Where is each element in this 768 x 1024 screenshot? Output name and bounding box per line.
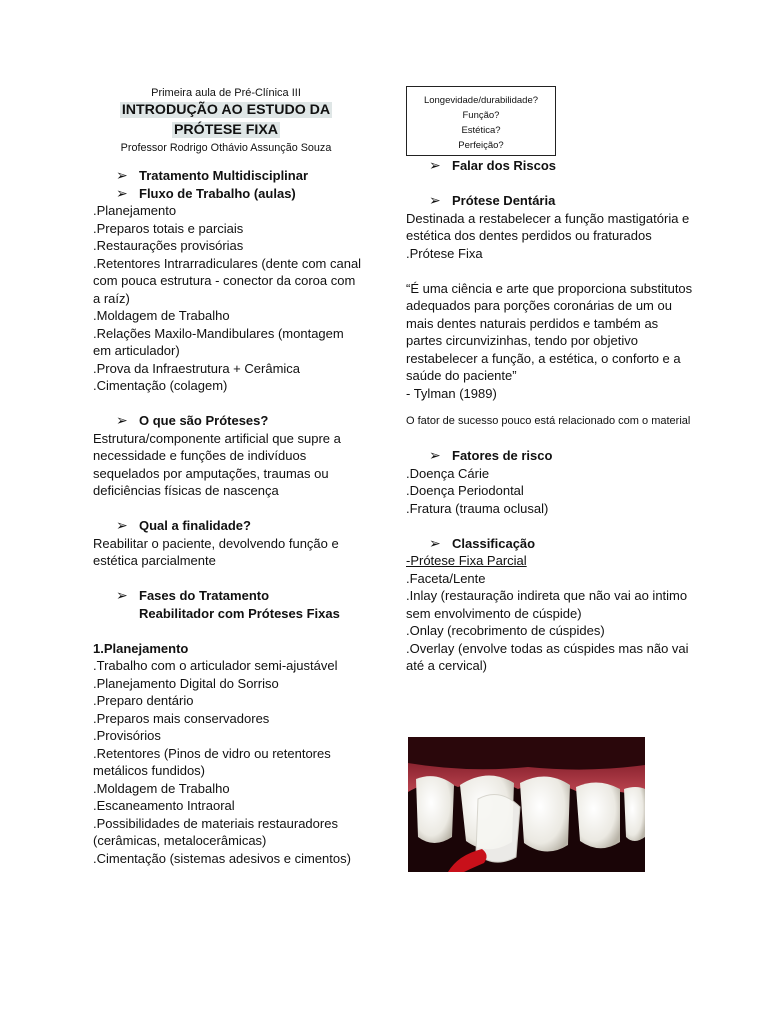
- fluxo-item: .Preparos totais e parciais: [93, 220, 244, 236]
- heading-multidisciplinar: ➢ Tratamento Multidisciplinar: [116, 167, 309, 183]
- fluxo-item: .Cimentação (colagem): [93, 378, 228, 393]
- box-line: Longevidade/durabilidade?: [423, 95, 539, 106]
- fluxo-item: .Restaurações provisórias: [93, 238, 244, 253]
- planejamento-item: .Retentores (Pinos de vidro ou retentores metálicos fundidos): [93, 745, 331, 778]
- class-item: .Inlay (restauração indireta que não vai ao intimo sem envolvimento de cúspide): [406, 588, 688, 621]
- veneer-illustration: [408, 737, 645, 872]
- box-line: Estética?: [461, 125, 501, 136]
- class-item: .Overlay (envolve todas as cúspides mas não vai até a cervical): [406, 640, 689, 673]
- planejamento-item: .Cimentação (sistemas adesivos e cimentos): [93, 850, 351, 866]
- planejamento-item: .Escaneamento Intraoral: [93, 798, 235, 813]
- heading-finalidade: ➢ Qual a finalidade?: [116, 517, 251, 533]
- arrow-bullet-icon: ➢: [116, 517, 128, 533]
- planejamento-item: .Trabalho com o articulador semi-ajustável: [93, 658, 338, 673]
- arrow-bullet-icon: ➢: [429, 192, 441, 208]
- planejamento-item: .Planejamento Digital do Sorriso: [93, 675, 279, 691]
- class-subtitle: -Prótese Fixa Parcial: [406, 553, 527, 568]
- fluxo-item: .Moldagem de Trabalho: [93, 308, 230, 323]
- planejamento-title: 1.Planejamento: [93, 640, 189, 656]
- course-subtitle: Primeira aula de Pré-Clínica III: [151, 87, 301, 99]
- planejamento-item: .Provisórios: [93, 728, 161, 743]
- class-item: .Faceta/Lente: [406, 570, 486, 586]
- success-note: O fator de sucesso pouco está relacionado com o material: [406, 415, 691, 427]
- page-title: [93, 100, 359, 140]
- protese-text: Destinada a restabelecer a função mastigatória e estética dos dentes perdidos ou fraturados: [406, 210, 690, 243]
- left-column: [93, 86, 365, 867]
- fator-item: .Doença Cárie: [406, 465, 490, 481]
- heading-fases: ➢ Fases do Tratamento Reabilitador com Próteses Fixas: [116, 587, 340, 621]
- planejamento-item: .Possibilidades de materiais restauradores (cerâmicas, metalocerâmicas): [93, 815, 338, 848]
- arrow-bullet-icon: ➢: [116, 412, 128, 428]
- protese-fixa: .Prótese Fixa: [406, 245, 483, 261]
- dental-veneer-photo: [408, 737, 645, 872]
- heading-fluxo: ➢ Fluxo de Trabalho (aulas): [116, 184, 296, 201]
- planejamento-item: .Preparo dentário: [93, 693, 194, 708]
- class-item: .Onlay (recobrimento de cúspides): [406, 623, 605, 638]
- fator-item: .Doença Periodontal: [406, 483, 524, 498]
- quote-author: - Tylman (1989): [406, 385, 497, 401]
- title-line-1: INTRODUÇÃO AO ESTUDO DA: [121, 102, 331, 118]
- questions-box: [406, 86, 556, 156]
- right-column: [406, 157, 696, 675]
- box-line: Perfeição?: [458, 140, 504, 151]
- title-line-2: PRÓTESE FIXA: [173, 122, 279, 138]
- professor-name: Professor Rodrigo Othávio Assunção Souza: [120, 142, 332, 154]
- fator-item: .Fratura (trauma oclusal): [406, 500, 549, 516]
- arrow-bullet-icon: ➢: [116, 587, 128, 603]
- heading-riscos: ➢ Falar dos Riscos: [429, 157, 557, 173]
- fluxo-item: .Prova da Infraestrutura + Cerâmica: [93, 360, 301, 376]
- fluxo-item: .Relações Maxilo-Mandibulares (montagem em articulador): [93, 325, 344, 358]
- definition-quote: “É uma ciência e arte que proporciona substitutos adequados para porções coronárias de um ou mais dentes naturais perdidos e também as partes circunvizinhas, tendo por objetivo restabelecer a função, a estética, o conforto e a saúde do paciente”: [406, 280, 693, 383]
- arrow-bullet-icon: ➢: [116, 167, 128, 183]
- planejamento-item: .Preparos mais conservadores: [93, 710, 270, 726]
- arrow-bullet-icon: ➢: [429, 157, 441, 173]
- heading-classificacao: ➢ Classificação: [429, 534, 536, 551]
- fluxo-item: .Planejamento: [93, 203, 177, 218]
- planejamento-item: .Moldagem de Trabalho: [93, 780, 230, 796]
- box-line: Função?: [462, 110, 500, 121]
- arrow-bullet-icon: ➢: [116, 184, 128, 201]
- arrow-bullet-icon: ➢: [429, 447, 441, 463]
- heading-fatores: ➢ Fatores de risco: [429, 447, 553, 463]
- heading-o-que-sao: ➢ O que são Próteses?: [116, 412, 269, 428]
- arrow-bullet-icon: ➢: [429, 534, 441, 551]
- o-que-sao-text: Estrutura/componente artificial que supre a necessidade e funções de indivíduos sequelados por amputações, traumas ou deficiências físicas de nascença: [93, 430, 341, 498]
- heading-protese-dentaria: ➢ Prótese Dentária: [429, 192, 556, 208]
- fluxo-item: .Retentores Intrarradiculares (dente com canal com pouca estrutura - conector da coroa com a raíz): [93, 255, 362, 306]
- finalidade-text: Reabilitar o paciente, devolvendo função e estética parcialmente: [93, 535, 339, 568]
